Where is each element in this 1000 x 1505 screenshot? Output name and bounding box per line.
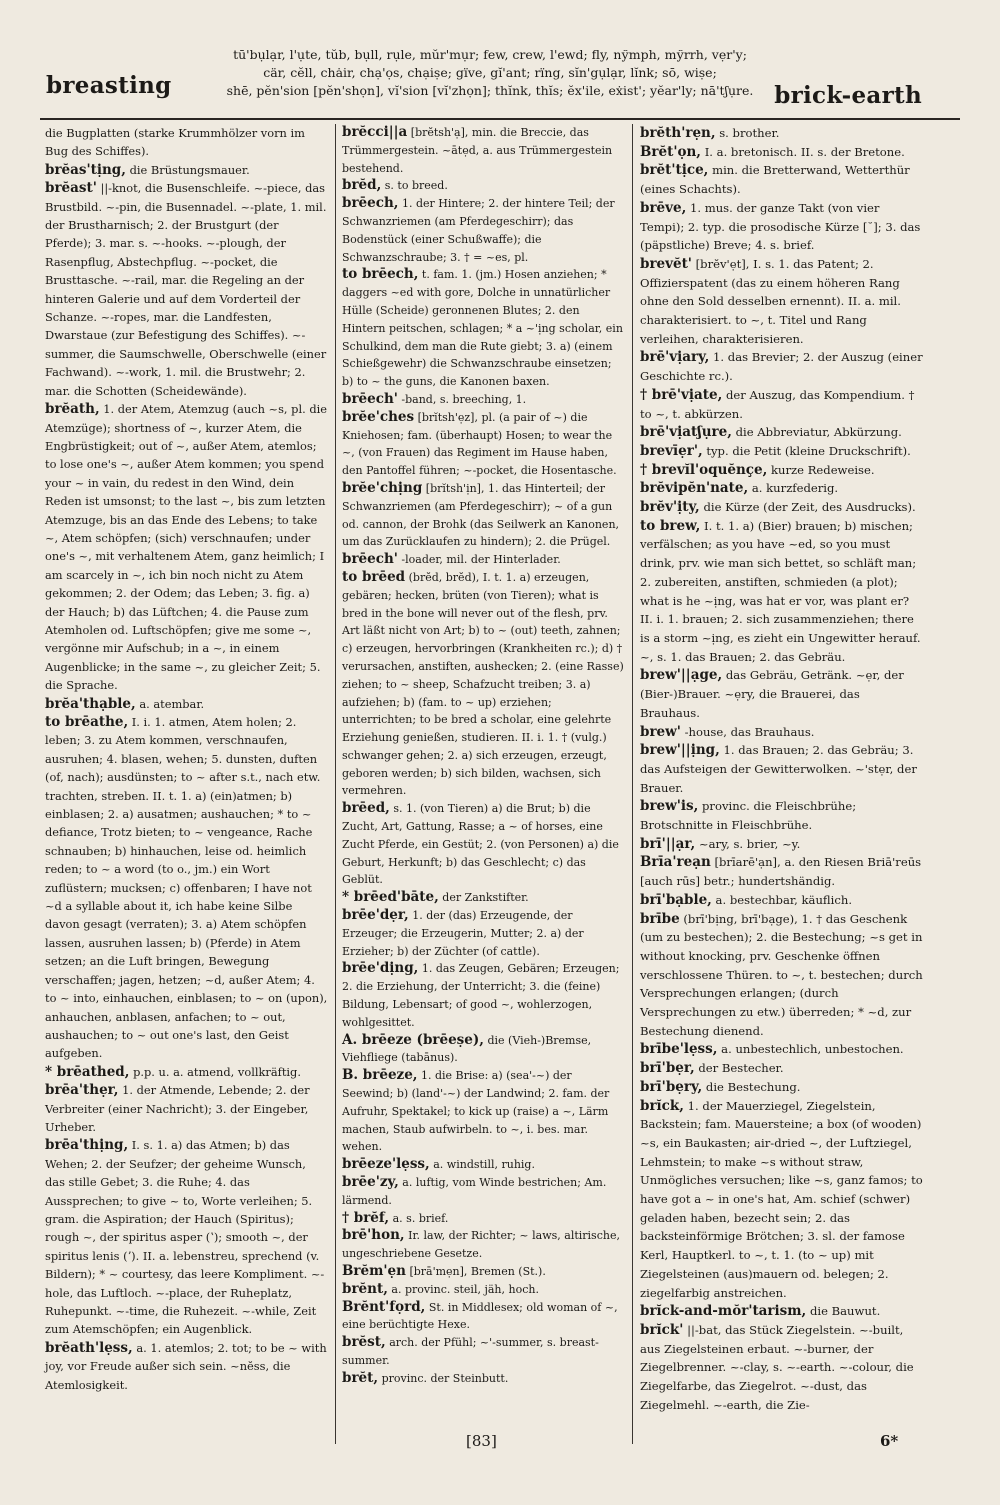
entry-headword: brē'vịatʃụre, [640, 424, 732, 441]
dictionary-entry [45, 1063, 328, 1081]
entry-headword: brēech' [342, 551, 398, 568]
entry-definition: der Bestecher. [698, 1061, 784, 1076]
entry-headword: brēeze'lẹss, [342, 1156, 430, 1173]
dictionary-entry [640, 1302, 923, 1321]
entry-headword: Brĕm'ẹn [342, 1263, 406, 1279]
entry-headword: brēech, [342, 195, 399, 212]
entry-headword: † brevĭl'oquĕnçe, [640, 461, 768, 478]
entry-headword: brĕv'ịty, [640, 499, 700, 516]
column-divider [335, 124, 336, 1444]
entry-headword: brī'||ạr, [640, 835, 696, 852]
dictionary-entry [342, 960, 625, 1031]
dictionary-entry [342, 1032, 625, 1068]
column-3 [640, 124, 923, 1415]
entry-headword: brībe'lẹss, [640, 1041, 718, 1058]
dictionary-entry [640, 199, 923, 255]
entry-headword: brēe'dịng, [342, 960, 419, 977]
signature-mark: 6* [880, 1432, 899, 1450]
entry-headword: to brēed [342, 568, 406, 585]
entry-definition: die Brüstungsmauer. [129, 162, 250, 177]
pronunciation-line: shē, pĕn'sion [pĕn'shọn], vĭ'sion [vĭ'zhọn]; thĭnk, thĭs; ĕx'ile, eẋist'; yĕar'ly; nā'tʃụre. [226, 83, 754, 98]
entry-definition: a. bestechbar, käuflich. [715, 892, 853, 907]
entry-definition: t. fam. 1. (jm.) Hosen anziehen; * daggers ~ed with gore, Dolche in unnatürlicher Hülle (Scheide) geronnenen Blutes; 2. den Hintern peitschen, schlagen; * a ~'ịng scholar, ein Schulkind, dem man die Rute giebt; 3. a) (einem Schießgewehr) die Schwanzschraube einsetzen; b) to ~ the guns, die Kanonen baxen. [342, 268, 623, 389]
dictionary-entry [342, 1210, 625, 1228]
entry-definition: a. atembar. [139, 696, 205, 711]
entry-definition: 1. mus. der ganze Takt (von vier Tempi); 2. typ. die prosodische Kürze [˘]; 3. das (päpstliche) Breve; 4. s. brief. [640, 200, 921, 253]
entry-headword: brē'vịary, [640, 349, 710, 366]
entry-definition: provinc. die Fleischbrühe; Brotschnitte in Fleischbrühe. [640, 799, 857, 833]
dictionary-entry [45, 1081, 328, 1136]
entry-definition: der Auszug, das Kompendium. † to ~, t. abkürzen. [640, 387, 915, 421]
entry-headword: brĕe'ches [342, 408, 415, 425]
dictionary-entry [342, 1299, 625, 1335]
entry-headword: brĕath'lẹss, [45, 1339, 133, 1356]
entry-definition: die Bauwut. [809, 1304, 881, 1319]
dictionary-entry [342, 266, 625, 391]
dictionary-entry [342, 195, 625, 266]
entry-headword: brī'bẹry, [640, 1078, 703, 1095]
entry-definition: die Bugplatten (starke Krummhölzer vorn im Bug des Schiffes). [45, 126, 305, 159]
entry-headword: brew'||ịng, [640, 742, 720, 759]
dictionary-entry [45, 695, 328, 713]
dictionary-entry [640, 1321, 923, 1415]
entry-headword: brĕath, [45, 401, 100, 418]
entry-definition: ||-knot, die Busenschleife. ~-piece, das Brustbild. ~-pin, die Busennadel. ~-plate, 1. mil. der Brustharnisch; 2. der Brustgurt (der Pferde); 3. mar. s. ~-hooks. ~-plough, der Rasenpflug, Abstechpflug. ~-pocket, die Brusttasche. ~-rail, mar. die Regeling an der hinteren Galerie und auf dem Vorderteil der Schanze. ~-ropes, mar. die Landfesten, Dwarstaue (zur Befestigung des Schiffes). ~-summer, die Saumschwelle, Oberschwelle (einer Fachwand). ~-work, 1. mil. die Brustwehr; 2. mar. die Schotten (Scheidewände). [45, 181, 327, 398]
entry-definition: min. die Bretterwand, Wetterthür (eines Schachts). [640, 163, 910, 197]
entry-headword: A. brēeze (brēeṣe), [342, 1031, 484, 1048]
entry-headword: brĭck, [640, 1097, 684, 1114]
dictionary-entry [640, 1040, 923, 1059]
entry-definition: [brĕtsh'ạ], min. die Breccie, das Trümmergestein. ~ātẹd, a. aus Trümmergestein bestehend. [342, 126, 613, 175]
dictionary-entry [342, 1370, 625, 1388]
entry-headword: B. brēeze, [342, 1067, 418, 1084]
entry-headword: brĕst, [342, 1334, 386, 1351]
entry-definition: I. a. bretonisch. II. s. der Bretone. [704, 144, 905, 159]
entry-definition: a. s. brief. [392, 1211, 449, 1225]
entry-headword: brevĕt' [640, 255, 692, 272]
entry-definition: I. s. 1. a) das Atmen; b) das Wehen; 2. der Seufzer; der geheime Wunsch, das stille Gebet; 3. die Ruhe; 4. das Aussprechen; to give ~ to, Worte verleihen; 5. gram. die Aspiration; der Hauch (Spiritus); rough ~, der spiritus asper (ʽ); smooth ~, der spiritus lenis (ʼ). II. a. lebenstreu, sprechend (v. Bildern); * ~ courtesy, das leere Kompliment. ~-hole, das Luftloch. ~-place, der Ruheplatz, Ruhepunkt. ~-time, die Ruhezeit. ~-while, Zeit zum Atemschöpfen; ein Augenblick. [45, 1138, 325, 1337]
entry-definition: a. luftig, vom Winde bestrichen; Am. lärmend. [342, 1176, 607, 1207]
dictionary-entry [45, 179, 328, 400]
dictionary-entry [45, 161, 328, 179]
entry-headword: brew' [640, 723, 681, 740]
dictionary-entry [640, 835, 923, 854]
entry-definition: Ir. law, der Richter; ~ laws, altirische, ungeschriebene Gesetze. [342, 1229, 620, 1261]
entry-definition: St. in Middlesex; old woman of ~, eine berüchtigte Hexe. [342, 1300, 618, 1332]
column-1 [45, 124, 328, 1394]
entry-definition: 1. der Atmende, Lebende; 2. der Verbreiter (einer Nachricht); 3. der Eingeber, Urheber. [45, 1083, 310, 1134]
entry-definition: ~ary, s. brier, ~y. [698, 836, 801, 851]
entry-definition: [brĕv'ẹt], I. s. 1. das Patent; 2. Offizierspatent (das zu einem höheren Rang ohne den Sold desselben ernennt). II. a. mil. charakterisiert. to ~, t. Titel und Rang verleihen, charakterisieren. [640, 256, 901, 346]
dictionary-entry [640, 124, 923, 143]
entry-headword: brēech' [342, 390, 398, 407]
entry-headword: brĕd, [342, 177, 382, 194]
entry-definition: die Abbreviatur, Abkürzung. [735, 425, 902, 440]
dictionary-entry [342, 177, 625, 195]
dictionary-entry [342, 409, 625, 480]
entry-definition: (brī'bịng, brī'bạge), 1. † das Geschenk (um zu bestechen); 2. die Bestechung; ~s get in without knocking, prv. Geschenke öffnen verschlossene Thüren. to ~, t. bestechen; durch Versprechungen erlangen; (durch Versprechungen zu etw.) überreden; * ~d, zur Bestechung dienend. [640, 911, 923, 1038]
dictionary-entry [45, 1136, 328, 1338]
entry-definition: a. unbestechlich, unbestochen. [721, 1042, 904, 1057]
dictionary-entry [640, 1097, 923, 1303]
dictionary-entry [640, 741, 923, 797]
entry-definition: -house, das Brauhaus. [684, 724, 815, 739]
header-rule [40, 118, 960, 120]
dictionary-entry [342, 551, 625, 569]
entry-headword: brew'is, [640, 798, 699, 815]
page-number: [83] [466, 1432, 497, 1450]
dictionary-entry [640, 255, 923, 349]
entry-headword: brēa'thẹr, [45, 1082, 119, 1099]
entry-headword: brī'bạble, [640, 891, 712, 908]
dictionary-entry [640, 517, 923, 667]
entry-headword: brĭck-and-mŏr'tarism, [640, 1303, 807, 1320]
entry-headword: brē'hon, [342, 1227, 405, 1244]
entry-definition: 1. das Zeugen, Gebären; Erzeugen; 2. die Erziehung, der Unterricht; 3. die (feine) Bildung, Lebensart; of good ~, wohlerzogen, wohlgesittet. [342, 962, 620, 1029]
entry-definition: I. i. 1. atmen, Atem holen; 2. leben; 3. zu Atem kommen, verschnaufen, ausruhen; 4. blasen, wehen; 5. dunsten, duften (of, nach); ausdünsten; to ~ after s.t., nach etw. trachten, streben. II. t. 1. a) (ein)atmen; b) einblasen; 2. a) ausatmen; aushauchen; * to ~ defiance, Trotz bieten; to ~ vengeance, Rache schnauben; b) hinhauchen, leise od. heimlich reden; to ~ a word (to o., jm.) ein Wort zuflüstern; mucksen; c) offenbaren; I have not ~d a syllable about it, ich habe keine Silbe davon gesagt (verraten); 3. a) Atem schöpfen lassen, ausruhen lassen; b) (Pferde) in Atem setzen; an die Luft bringen, Bewegung verschaffen; jagen, hetzen; ~d, außer Atem; 4. to ~ into, einhauchen, einblasen; to ~ on (upon), anhauchen, anblasen, anfachen; to ~ out, aushauchen; to ~ out one's last, den Geist aufgeben. [45, 715, 328, 1061]
entry-definition: [brā'mẹn], Bremen (St.). [409, 1265, 546, 1278]
entry-definition: -loader, mil. der Hinterlader. [401, 553, 561, 567]
entry-definition: a. kurzfederig. [751, 481, 839, 496]
entry-definition: a. provinc. steil, jäh, hoch. [391, 1282, 539, 1296]
entry-headword: brĕcci||a [342, 124, 408, 140]
entry-headword: Brĕnt'fọrd, [342, 1298, 426, 1315]
dictionary-entry [640, 442, 923, 461]
left-running-headword: breasting [46, 72, 172, 99]
pronunciation-line: cär, cĕll, chȧir, chạ'ọs, chạiṣe; gïve, gĭ'ant; rïng, sĭn'gụlạr, lĭnk; sō, wiṣe; [263, 65, 717, 80]
entry-headword: brĕt'tịce, [640, 162, 709, 179]
dictionary-entry [45, 1339, 328, 1394]
entry-definition: der Zankstifter. [442, 891, 529, 905]
dictionary-entry [640, 723, 923, 742]
dictionary-entry [342, 1334, 625, 1370]
entry-definition: I. t. 1. a) (Bier) brauen; b) mischen; verfälschen; as you have ~ed, so you must drink, prv. wie man sich bettet, so schläft man; 2. zubereiten, anstiften, schmieden (a plot); what is he ~ịng, was hat er vor, was plant er? II. i. 1. brauen; 2. sich zusammenziehen; there is a storm ~ịng, es zieht ein Ungewitter herauf. ~, s. 1. das Brauen; 2. das Gebräu. [640, 518, 921, 664]
entry-definition: typ. die Petit (kleine Druckschrift). [706, 443, 911, 458]
entry-headword: brēe'zy, [342, 1174, 399, 1191]
entry-headword: brĕth'rẹn, [640, 125, 716, 141]
dictionary-entry [45, 124, 328, 161]
entry-definition: s. to breed. [384, 179, 448, 193]
entry-headword: * brēathed, [45, 1063, 130, 1080]
entry-headword: brĕas'tịng, [45, 161, 126, 178]
entry-headword: brew'||ạge, [640, 667, 723, 684]
entry-definition: -band, s. breeching, 1. [401, 392, 527, 406]
dictionary-entry [640, 853, 923, 890]
dictionary-entry [342, 1067, 625, 1156]
entry-headword: brĕt, [342, 1369, 379, 1386]
entry-definition: a. windstill, ruhig. [433, 1158, 535, 1172]
dictionary-entry [640, 461, 923, 480]
entry-definition: provinc. der Steinbutt. [381, 1371, 509, 1385]
entry-headword: to brēech, [342, 266, 419, 283]
entry-definition: 1. die Brise: a) (sea'-~) der Seewind; b) (land'-~) der Landwind; 2. fam. der Aufruhr, Spektakel; to kick up (raise) a ~, Lärm machen, Staub aufwirbeln. to ~, i. bes. mar. wehen. [342, 1069, 610, 1154]
entry-headword: brĕa'thạble, [45, 695, 136, 712]
entry-definition: 1. der Mauerziegel, Ziegelstein, Backstein; fam. Mauersteine; a box (of wooden) ~s, ein Baukasten; air-dried ~, der Luftziegel, Lehmstein; to make ~s without straw, Unmögliches versuchen; like ~s, ganz famos; to have got a ~ in one's hat, Am. schief (schwer) geladen haben, bezecht sein; 2. das backsteinförmige Brötchen; 3. sl. der famose Kerl, Hauptkerl. to ~, t. 1. (to ~ up) mit Ziegelsteinen (aus)mauern od. belegen; 2. ziegelfarbig anstreichen. [640, 1098, 923, 1300]
pronunciation-key [190, 46, 790, 100]
entry-definition: 1. das Brauen; 2. das Gebräu; 3. das Aufsteigen der Gewitterwolken. ~'stẹr, der Brauer. [640, 743, 917, 795]
entry-headword: Brĕt'ọn, [640, 143, 702, 160]
dictionary-entry [342, 124, 625, 177]
entry-definition: (brĕd, brĕd), I. t. 1. a) erzeugen, gebären; hecken, brüten (von Tieren); what is bred in the bone will never out of the flesh, prv. Art läßt nicht von Art; b) to ~ (out) teeth, zahnen; c) erzeugen, hervorbringen (Krankheiten rc.); d) † verursachen, anstiften, aushecken; 2. (eine Rasse) ziehen; to ~ sheep, Schafzucht treiben; 3. a) aufziehen; b) (fam. to ~ up) erziehen; unterrichten; to be bred a scholar, eine gelehrte Erziehung genießen, studieren. II. i. 1. † (vulg.) schwanger gehen; 2. a) sich erzeugen, erzeugt, geboren werden; b) sich bilden, wachsen, sich vermehren. [342, 570, 624, 798]
dictionary-entry [640, 891, 923, 910]
entry-definition: die Kürze (der Zeit, des Ausdrucks). [703, 500, 916, 515]
entry-headword: brēa'thịng, [45, 1137, 129, 1154]
entry-headword: brĭck' [640, 1322, 684, 1338]
column-2 [342, 124, 625, 1388]
entry-definition: [brĭtsh'ịn], 1. das Hinterteil; der Schwanzriemen (am Pferdegeschirr); ~ of a gun od. cannon, der Brohk (das Seilwerk an Kanonen, um das Zurücklaufen zu hindern); 2. die Prügel. [342, 481, 620, 549]
dictionary-entry [640, 143, 923, 162]
entry-definition: arch. der Pfühl; ~'-summer, s. breast-summer. [342, 1336, 599, 1367]
dictionary-entry [342, 1174, 625, 1210]
dictionary-entry [342, 569, 625, 800]
entry-definition: ||-bat, das Stück Ziegelstein. ~-built, aus Ziegelsteinen erbaut. ~-burner, der Ziegelbrenner. ~-clay, s. ~-earth. ~-colour, die Ziegelfarbe, das Ziegelrot. ~-dust, das Ziegelmehl. ~-earth, die Zie- [640, 1323, 914, 1412]
dictionary-entry [640, 386, 923, 423]
entry-headword: * brēed'bāte, [342, 889, 439, 906]
dictionary-entry [342, 889, 625, 907]
entry-headword: brībe [640, 910, 680, 927]
entry-definition: die (Vieh-)Bremse, Viehfliege (tabānus). [342, 1033, 592, 1065]
entry-definition: [brīarē'ạn], a. den Riesen Briā'reūs [auch rūs] betr.; hundertshändig. [640, 855, 922, 889]
entry-definition: p.p. u. a. atmend, vollkräftig. [133, 1064, 301, 1079]
entry-definition: s. brother. [719, 126, 780, 140]
right-running-headword: brick-earth [774, 82, 922, 109]
dictionary-entry [45, 400, 328, 695]
dictionary-entry [45, 713, 328, 1063]
dictionary-entry [342, 800, 625, 889]
entry-headword: brĕnt, [342, 1280, 388, 1297]
entry-headword: brĕe'chịng [342, 479, 423, 496]
entry-headword: Brīa'reạn [640, 854, 711, 871]
dictionary-entry [640, 498, 923, 517]
entry-headword: brĕast' [45, 180, 97, 197]
entry-definition: a. 1. atemlos; 2. tot; to be ~ with joy, vor Freude außer sich sein. ~nĕss, die Atemlosigkeit. [45, 1340, 327, 1392]
dictionary-entry [342, 1263, 625, 1281]
dictionary-entry [342, 391, 625, 409]
entry-headword: brī'bẹr, [640, 1060, 695, 1077]
dictionary-entry [640, 348, 923, 385]
entry-definition: kurze Redeweise. [771, 462, 875, 477]
dictionary-entry [342, 1281, 625, 1299]
dictionary-entry [640, 666, 923, 722]
dictionary-entry [640, 910, 923, 1041]
entry-headword: † brĕf, [342, 1209, 390, 1226]
entry-headword: brēve, [640, 199, 687, 216]
entry-headword: brevīẹr', [640, 442, 703, 459]
entry-headword: † brē'vịate, [640, 386, 723, 403]
dictionary-entry [640, 479, 923, 498]
entry-definition: die Bestechung. [705, 1079, 801, 1094]
entry-definition: 1. der Atem, Atemzug (auch ~s, pl. die Atemzüge); shortness of ~, kurzer Atem, die Engbrüstigkeit; out of ~, außer Atem, atemlos; to lose one's ~, außer Atem kommen; you spend your ~ in vain, du redest in den Wind, dein Reden ist umsonst; to the last ~, bis zum letzten Atemzuge, bis an das Ende des Lebens; to take ~, Atem schöpfen; (sich) verschnaufen; under one's ~, mit verhaltenem Atem, ganz heimlich; I am scarcely in ~, ich bin noch nicht zu Atem gekommen; 2. der Odem; das Leben; 3. fig. a) der Hauch; b) das Lüftchen; 4. die Pause zum Atemholen od. Luftschöpfen; give me some ~, vergönne mir Aufschub; in a ~, in einem Augenblicke; in the same ~, zu gleicher Zeit; 5. die Sprache. [45, 402, 328, 693]
dictionary-entry [342, 1227, 625, 1263]
entry-definition: das Gebräu, Getränk. ~ẹr, der (Bier-)Brauer. ~ẹry, die Brauerei, das Brauhaus. [640, 668, 904, 720]
dictionary-entry [342, 1156, 625, 1174]
dictionary-entry [640, 1078, 923, 1097]
entry-headword: brĕvipĕn'nate, [640, 480, 749, 497]
pronunciation-line: tū'bụlạr, l'ụte, tŭb, bụll, rụle, mŭr'mụr; few, crew, l'ewd; fly, nўmph, mўrrh, vẹr'y; [233, 47, 747, 62]
entry-headword: brēed, [342, 800, 390, 817]
entry-definition: 1. der Hintere; 2. der hintere Teil; der Schwanzriemen (am Pferdegeschirr); das Bodenstück (einer Schußwaffe); die Schwanzschraube; 3. † = ~es, pl. [342, 197, 615, 264]
dictionary-entry [342, 480, 625, 551]
entry-definition: 1. der (das) Erzeugende, der Erzeuger; die Erzeugerin, Mutter; 2. a) der Erzieher; b) der Züchter (of cattle). [342, 909, 584, 958]
column-divider [632, 124, 633, 1444]
entry-definition: 1. das Brevier; 2. der Auszug (einer Geschichte rc.). [640, 350, 923, 384]
dictionary-entry [640, 797, 923, 834]
entry-definition: [brĭtsh'ẹz], pl. (a pair of ~) die Kniehosen; fam. (überhaupt) Hosen; to wear the ~, (von Frauen) das Regiment im Hause haben, den Pantoffel führen; ~-pocket, die Hosentasche. [342, 410, 617, 478]
dictionary-entry [640, 161, 923, 198]
dictionary-entry [342, 907, 625, 960]
dictionary-entry [640, 423, 923, 442]
entry-headword: to brēathe, [45, 714, 129, 730]
entry-definition: s. 1. (von Tieren) a) die Brut; b) die Zucht, Art, Gattung, Rasse; a ~ of horses, eine Zucht Pferde, ein Gestüt; 2. (von Personen) a) die Geburt, Herkunft; b) das Geschlecht; c) das Geblüt. [342, 802, 619, 887]
entry-headword: brēe'dẹr, [342, 907, 409, 924]
entry-headword: to brew, [640, 517, 701, 534]
dictionary-entry [640, 1059, 923, 1078]
